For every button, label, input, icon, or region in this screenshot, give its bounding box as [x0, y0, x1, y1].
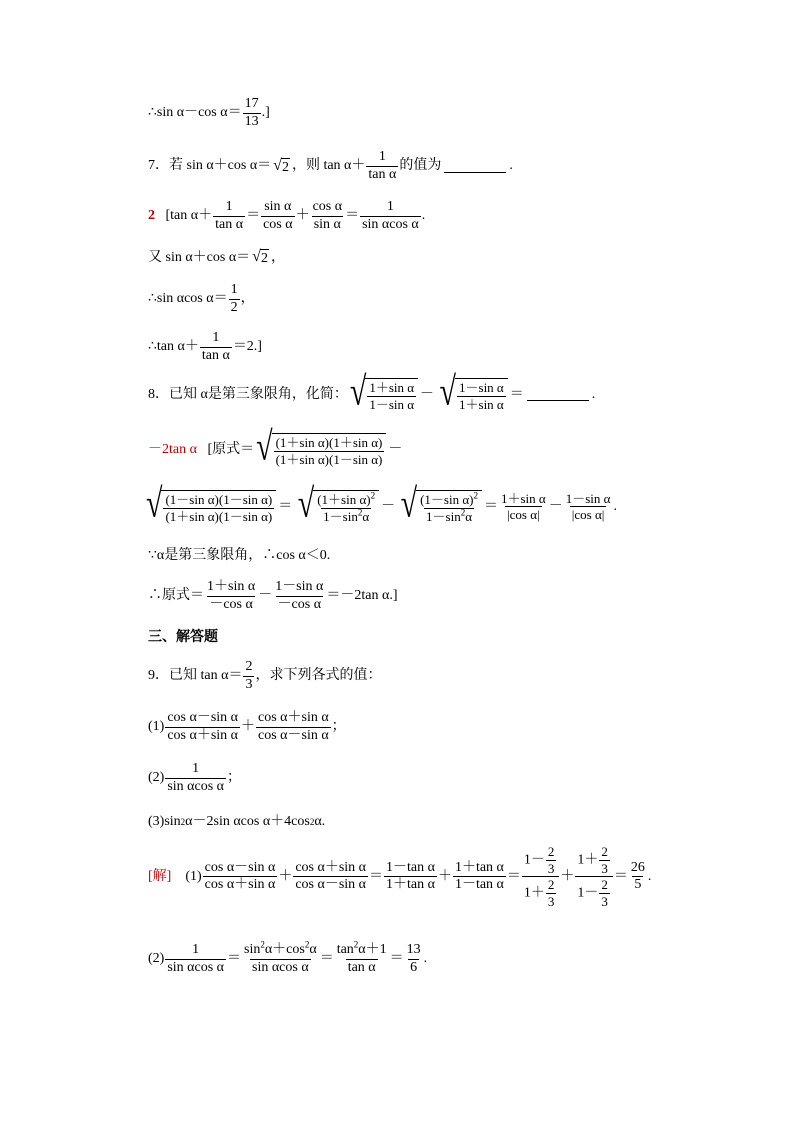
solution-label: [解]: [148, 868, 172, 884]
answer-7-line-2: 又 sin α＋cos α＝ √ 2 ，: [148, 248, 285, 266]
answer-8-line-1: －2tan α [原式＝ √ $\frac{\text{(1＋sin α)(1＋sin α)}}{\text{(1＋sin α)(1－sin α)}}$ －: [148, 424, 403, 470]
answer-8-line-3: ∵α是第三象限角，∴cos α＜0.: [148, 548, 331, 563]
answer-7-line-1: 2 [tan α＋ $\frac{1}{\text{tan α}}$ ＝ $\frac{\text{sin α}}{\text{cos α}}$ ＋ $\frac{\text{cos α}}{\text{sin α}}$ ＝ $\frac{1}{\text{sin αcos α}}$ .: [148, 199, 426, 232]
answer-8-line-2: √ $\frac{\text{(1－sin α)(1－sin α)}}{\text{(1＋sin α)(1－sin α)}}$ ＝ √ $\frac{(1+\sin \alpha)^2}{1-\sin^2\alpha}$ － √ $\frac{(1-\sin \alpha)^2}{1-\sin^2\alpha}$ ＝ $\frac{\text{1＋sin α}}{\text{|cos α|}}$ － $\frac{\text{1－sin α}}{\text{|cos α|}}$ .: [146, 481, 617, 527]
question-9: 9．已知 tan α＝ $\frac{2}{3}$ ，求下列各式的值：: [148, 659, 382, 692]
answer-9-part-1: [解] (1) $\frac{\text{cos α－sin α}}{\text{cos α＋sin α}}$ ＋ $\frac{\text{cos α＋sin α}}{\text{cos α－sin α}}$ ＝ $\frac{\text{1－tan α}}{\text{1＋tan α}}$ ＋ $\frac{\text{1＋tan α}}{\text{1－tan α}}$ ＝ 1－ $\frac{2}{3}$ 1＋ $\frac{2}{3}$ ＋ 1＋ $\frac{2}{3}$ 1－ $\frac{2}{3}$ ＝ $\frac{26}{5}$ .: [148, 844, 652, 909]
answer-7-value: 2: [148, 208, 155, 224]
answer-8-value: －2tan α: [148, 441, 197, 457]
question-7: 7．若 sin α＋cos α＝ √ 2 ，则 tan α＋ $\frac{1}{\text{tan α}}$ 的值为 .: [148, 149, 513, 182]
question-9-part-1: (1) $\frac{\text{cos α－sin α}}{\text{cos α＋sin α}}$ ＋ $\frac{\text{cos α＋sin α}}{\text{cos α－sin α}}$ ；: [148, 710, 346, 743]
line-1: ∴sin α－cos α＝ $\frac{17}{13}$ .]: [148, 96, 270, 129]
answer-8-line-4: ∴原式＝ $\frac{\text{1＋sin α}}{\text{－cos α}}$ － $\frac{\text{1－sin α}}{\text{－cos α}}$ ＝－2tan α.]: [148, 579, 398, 612]
question-9-part-2: (2) $\frac{1}{\text{sin αcos α}}$ ；: [148, 761, 241, 794]
question-8: 8．已知 α是第三象限角，化简： √ $\frac{\text{1＋sin α}}{\text{1－sin α}}$ － √ $\frac{\text{1－sin α}}{\text{1＋sin α}}$ ＝ .: [148, 369, 596, 415]
section-3-title: 三、解答题: [148, 630, 218, 645]
section-heading: [148, 631, 218, 645]
answer-7-line-3: ∴sin αcos α＝ $\frac{1}{2}$ ，: [148, 282, 255, 315]
answer-7-line-4: ∴tan α＋ $\frac{1}{\text{tan α}}$ ＝2.]: [148, 330, 262, 363]
answer-9-part-2: (2) $\frac{1}{\text{sin αcos α}}$ ＝ $\frac{\sin^2\alpha+\cos^2\alpha}{\text{sin αcos α}}$ ＝ $\frac{\tan^2\alpha+1}{\text{tan α}}$ ＝ $\frac{13}{6}$ .: [148, 939, 428, 975]
question-9-part-3: (3)sin 2 α－2sin αcos α＋4cos 2 α.: [148, 814, 326, 829]
